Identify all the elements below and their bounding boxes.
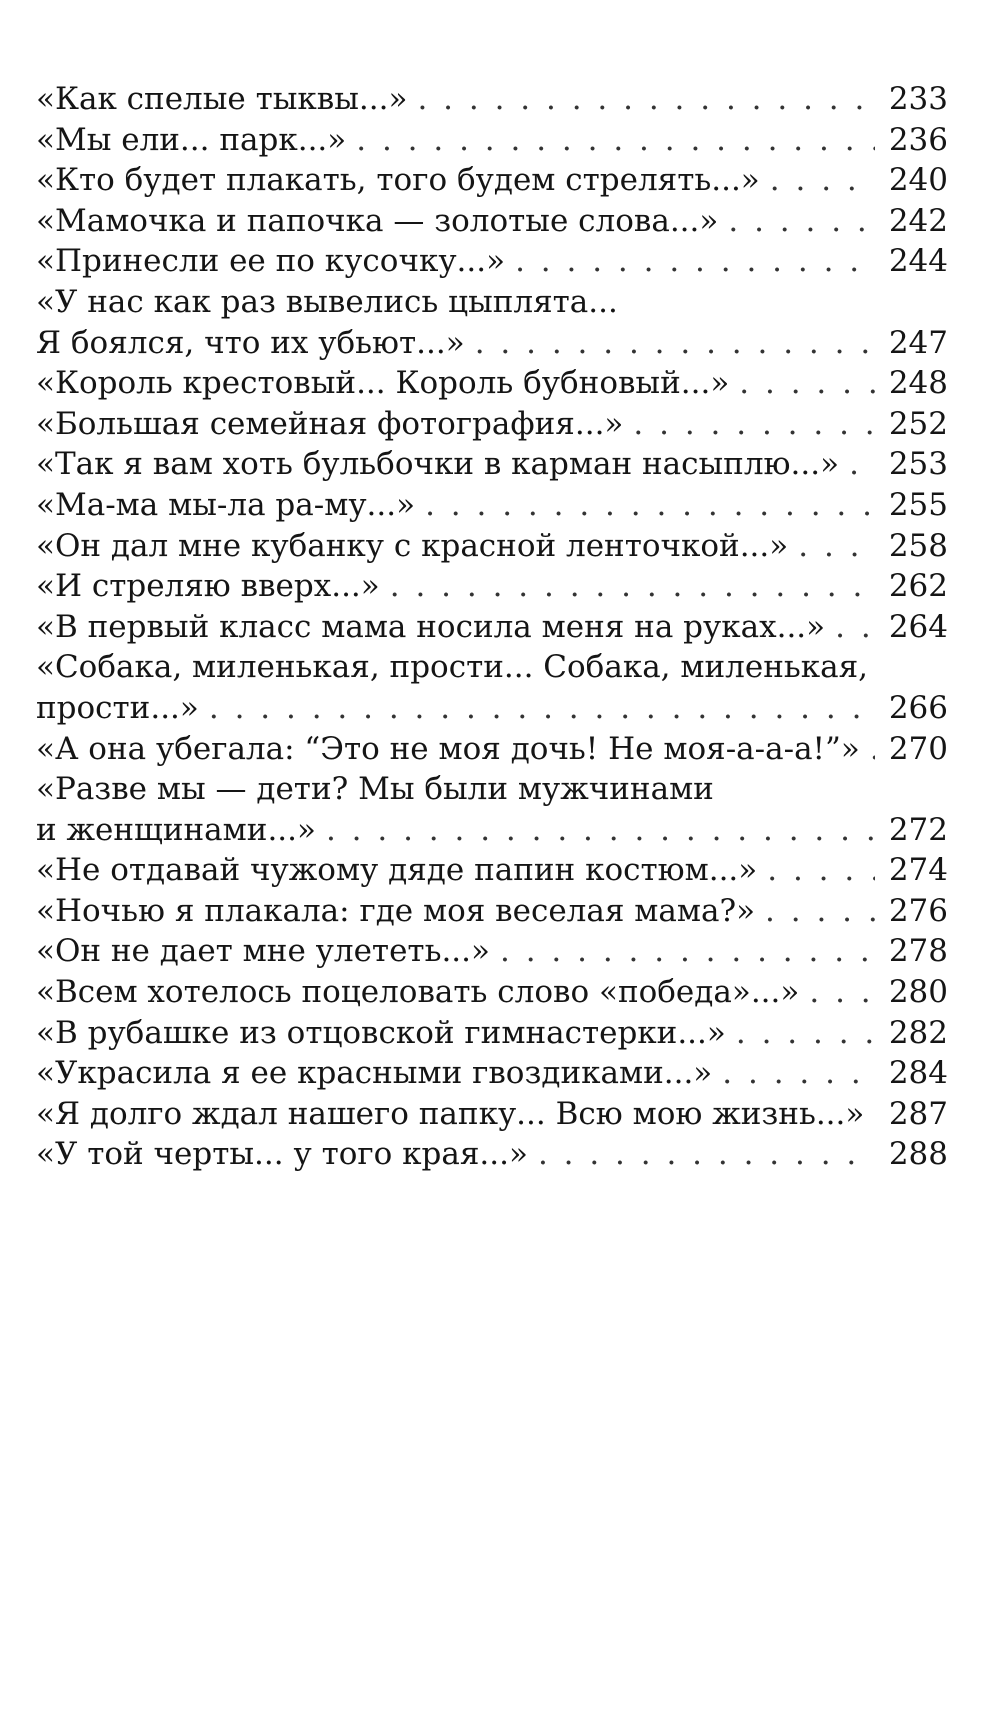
toc-entry-page-number: 252 [888, 405, 948, 442]
toc-entry-title: «Всем хотелось поцеловать слово «победа»...» [36, 974, 800, 1011]
dot-leader [765, 891, 875, 932]
toc-entry-title: «Украсила я ее красными гвоздиками...» [36, 1055, 713, 1092]
toc-entry [36, 1134, 948, 1175]
toc-entry-title: «Разве мы — дети? Мы были мужчинами [36, 771, 714, 808]
toc-entry-title: прости...» [36, 689, 199, 726]
toc-entry-title: «Как спелые тыквы...» [36, 81, 408, 117]
dot-leader [390, 566, 875, 607]
toc-entry [36, 810, 948, 851]
toc-entry-page-number: 270 [888, 730, 948, 767]
toc-entry [36, 241, 948, 282]
dot-leader [633, 404, 874, 445]
dot-leader [870, 729, 875, 770]
toc-entry-title: «Он не дает мне улететь...» [36, 933, 490, 970]
toc-entry [36, 282, 948, 323]
toc-entry-page-number: 280 [888, 974, 948, 1011]
toc-entry [36, 972, 948, 1013]
toc-entry [36, 566, 948, 607]
toc-entry-title: «А она убегала: “Это не моя дочь! Не моя-а-а-а!”» [36, 730, 860, 767]
dot-leader [326, 810, 875, 851]
dot-leader [736, 1013, 875, 1054]
toc-entry-page-number: 253 [888, 446, 948, 483]
dot-leader [475, 323, 875, 364]
toc-entry-title: «Ночью я плакала: где моя веселая мама?» [36, 892, 756, 929]
toc-entry-page-number: 258 [888, 527, 948, 564]
dot-leader [209, 688, 875, 729]
dot-leader [538, 1134, 875, 1175]
dot-leader [356, 120, 875, 161]
toc-entry-page-number: 287 [888, 1095, 948, 1132]
toc-entry-title: «У той черты... у того края...» [36, 1136, 528, 1173]
toc-entry [36, 1094, 948, 1135]
toc-entry [36, 688, 948, 729]
toc-entry [36, 160, 948, 201]
toc-entry [36, 931, 948, 972]
toc-entry [36, 1013, 948, 1054]
toc-entry-title: «Не отдавай чужому дяде папин костюм...» [36, 852, 758, 889]
dot-leader [770, 160, 875, 201]
toc-entry-page-number: 247 [888, 324, 948, 361]
dot-leader [515, 241, 875, 282]
toc-entry-title: «Я долго ждал нашего папку... Всю мою жизнь...» [36, 1095, 865, 1132]
toc-entry-page-number: 236 [888, 121, 948, 158]
toc-entry [36, 444, 948, 485]
dot-leader [417, 79, 874, 120]
toc-entry [36, 769, 948, 810]
toc-entry [36, 1053, 948, 1094]
toc-entry [36, 729, 948, 770]
table-of-contents [36, 79, 948, 1175]
toc-entry-title: «Принесли ее по кусочку...» [36, 243, 506, 280]
toc-entry [36, 201, 948, 242]
toc-entry-title: «Он дал мне кубанку с красной ленточкой...» [36, 527, 789, 564]
toc-entry-title: «Мы ели... парк...» [36, 121, 347, 158]
toc-entry-page-number: 248 [888, 365, 948, 402]
toc-entry-title: «У нас как раз вывелись цыплята... [36, 283, 618, 320]
dot-leader [739, 363, 875, 404]
toc-entry-title: Я боялся, что их убьют...» [36, 324, 465, 361]
dot-leader [809, 972, 874, 1013]
toc-entry-title: «И стреляю вверх...» [36, 568, 380, 605]
toc-entry [36, 526, 948, 567]
toc-entry-page-number: 274 [888, 852, 948, 889]
toc-entry-title: «Король крестовый... Король бубновый...» [36, 365, 730, 402]
toc-entry-page-number: 284 [888, 1055, 948, 1092]
dot-leader [849, 444, 875, 485]
toc-entry [36, 79, 948, 120]
toc-entry-title: «Собака, миленькая, прости... Собака, миленькая, [36, 649, 869, 686]
toc-entry-page-number: 266 [888, 689, 948, 726]
toc-entry [36, 363, 948, 404]
toc-entry-page-number: 262 [888, 568, 948, 605]
dot-leader [722, 1053, 875, 1094]
dot-leader [798, 526, 875, 567]
dot-leader [425, 485, 875, 526]
toc-entry-title: «Мамочка и папочка — золотые слова...» [36, 202, 719, 239]
dot-leader [767, 850, 875, 891]
toc-entry [36, 120, 948, 161]
toc-entry-title: «Кто будет плакать, того будем стрелять...» [36, 162, 760, 199]
dot-leader [728, 201, 874, 242]
toc-entry-title: «Так я вам хоть бульбочки в карман насыплю...» [36, 446, 840, 483]
toc-entry [36, 404, 948, 445]
toc-entry-page-number: 242 [888, 202, 948, 239]
toc-entry-page-number: 255 [888, 486, 948, 523]
toc-entry-page-number: 240 [888, 162, 948, 199]
toc-entry-title: «Большая семейная фотография...» [36, 405, 624, 442]
dot-leader [500, 931, 875, 972]
toc-entry [36, 891, 948, 932]
toc-entry-title: «В первый класс мама носила меня на руках...» [36, 608, 826, 645]
toc-entry-page-number: 288 [888, 1136, 948, 1173]
toc-entry [36, 323, 948, 364]
toc-entry-page-number: 278 [888, 933, 948, 970]
toc-entry-page-number: 233 [888, 81, 948, 117]
toc-entry-title: «В рубашке из отцовской гимнастерки...» [36, 1014, 726, 1051]
toc-entry-page-number: 272 [888, 811, 948, 848]
dot-leader [835, 607, 875, 648]
toc-entry-page-number: 276 [888, 892, 948, 929]
toc-entry-page-number: 264 [888, 608, 948, 645]
toc-entry-page-number: 282 [888, 1014, 948, 1051]
toc-entry-title: «Ма-ма мы-ла ра-му...» [36, 486, 416, 523]
toc-entry [36, 850, 948, 891]
toc-entry [36, 485, 948, 526]
toc-entry [36, 607, 948, 648]
toc-entry-page-number: 244 [888, 243, 948, 280]
toc-entry [36, 647, 948, 688]
toc-entry-title: и женщинами...» [36, 811, 316, 848]
